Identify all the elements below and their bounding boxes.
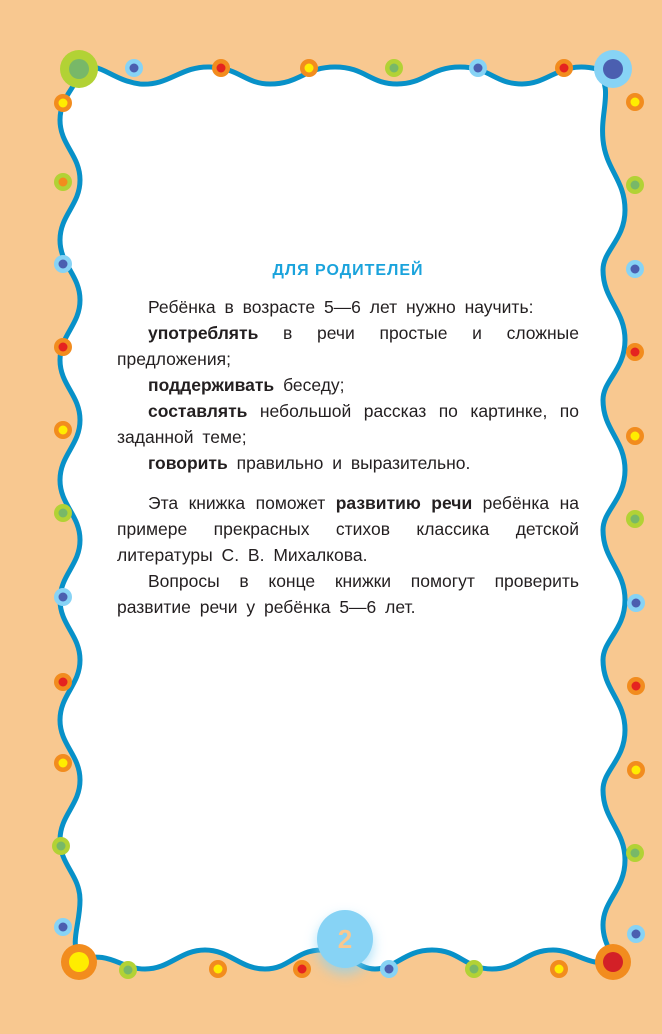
spacer — [117, 476, 579, 490]
questions-paragraph: Вопросы в конце книжки помогут проверить развитие речи у ребёнка 5—6 лет. — [117, 571, 579, 617]
skill-item — [117, 398, 579, 450]
paragraph-text: ребёнка на примере прекрасных стихов классика детской литературы С. В. Михалкова. — [117, 493, 579, 565]
book-purpose-paragraph — [117, 490, 579, 568]
skill-verb: говорить — [148, 453, 228, 473]
page-number-badge: 2 — [317, 910, 373, 968]
section-heading: ДЛЯ РОДИТЕЛЕЙ — [272, 262, 424, 279]
skill-text: небольшой рассказ по картинке, по заданной теме; — [117, 401, 579, 447]
skill-text: в речи простые и сложные предложения; — [117, 323, 579, 369]
corner-dot-bottom-right — [595, 944, 631, 980]
intro-paragraph: Ребёнка в возрасте 5—6 лет нужно научить: — [148, 297, 534, 317]
corner-dot-top-right — [594, 50, 632, 88]
skill-verb: поддерживать — [148, 375, 275, 395]
corner-dot-top-left — [60, 50, 98, 88]
skill-verb: составлять — [148, 401, 248, 421]
skill-text: беседу; — [274, 375, 345, 395]
skill-item — [117, 372, 579, 398]
emphasis-text: развитию речи — [335, 493, 473, 513]
parents-note — [117, 258, 579, 620]
skill-verb: употреблять — [148, 323, 259, 343]
corner-dot-bottom-left — [61, 944, 97, 980]
paragraph-text: Эта книжка поможет — [148, 493, 336, 513]
skill-text: правильно и выразительно. — [227, 453, 471, 473]
skill-item — [117, 450, 579, 476]
right-dots — [626, 93, 645, 943]
skill-item — [117, 320, 579, 372]
